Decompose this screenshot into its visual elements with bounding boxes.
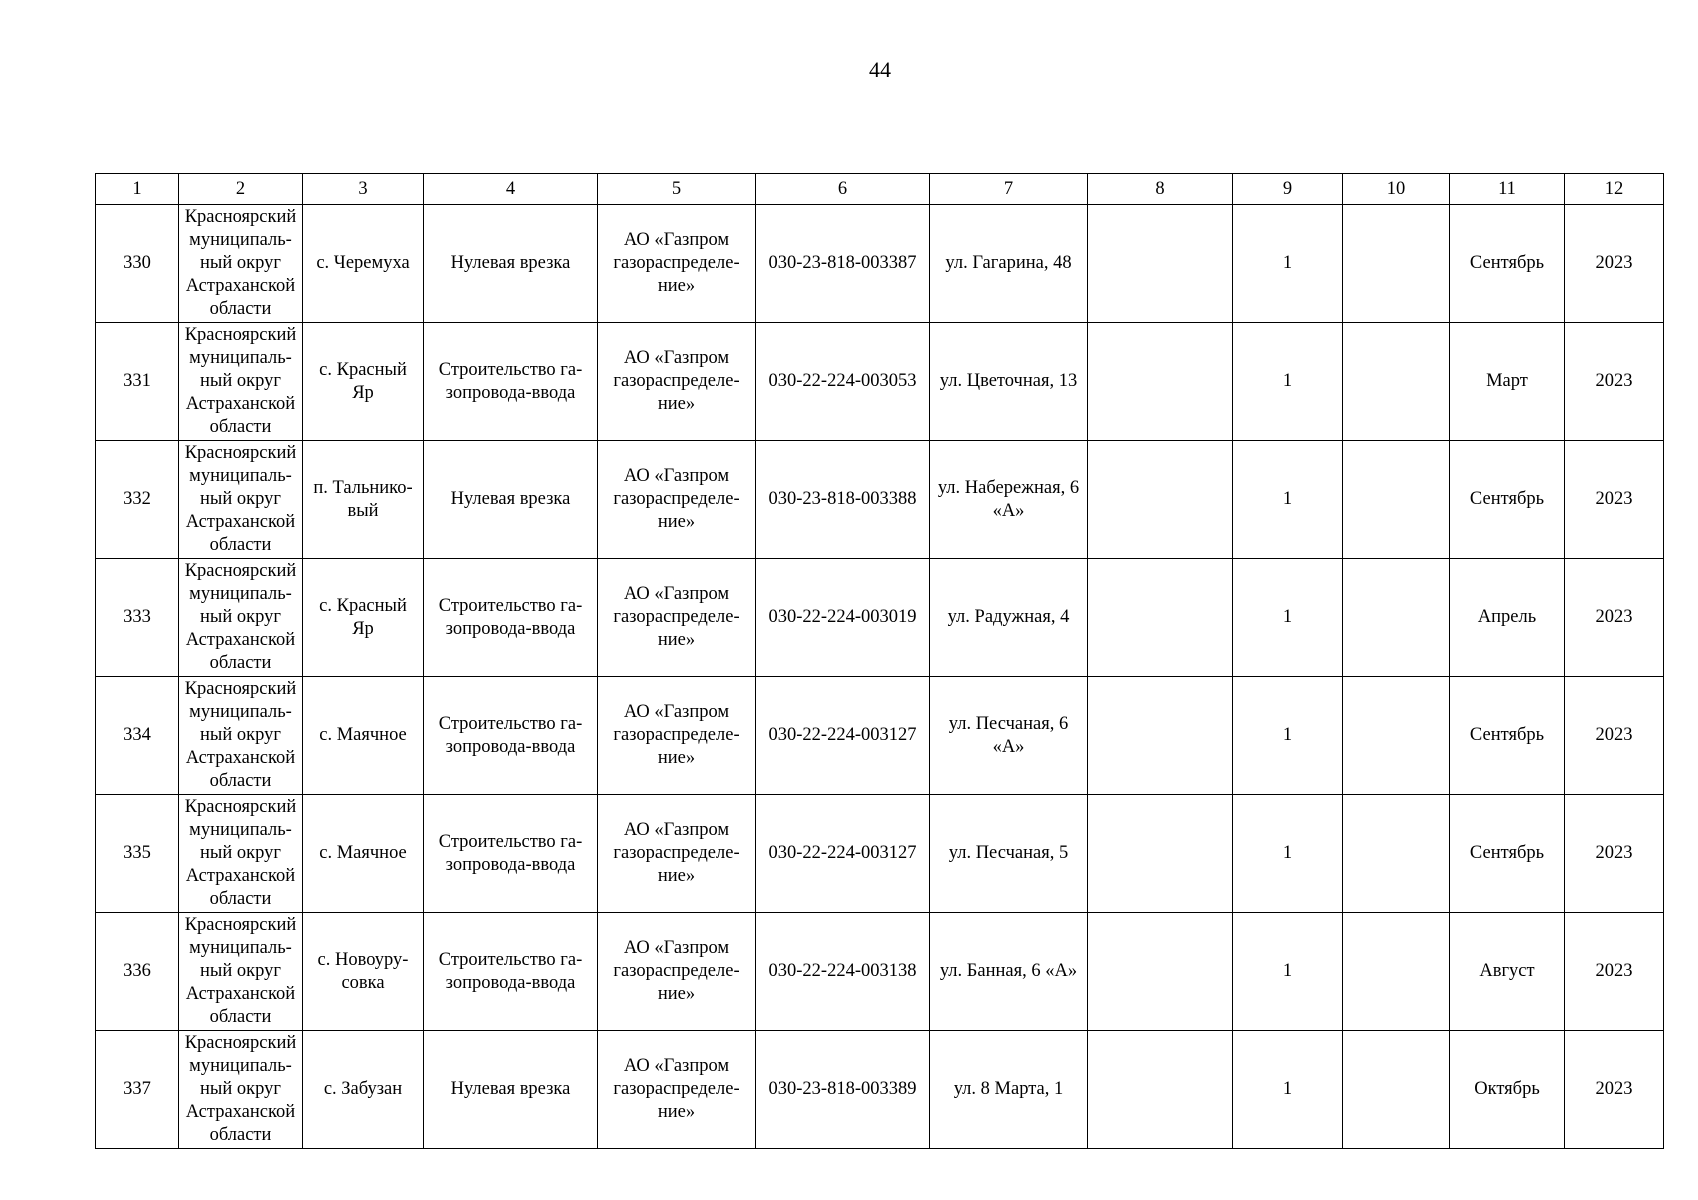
table-row [96, 795, 1664, 913]
column-8-cell [1088, 441, 1233, 559]
organization-cell-line: АО «Газпром [623, 584, 730, 604]
year-cell: 2023 [1565, 441, 1664, 559]
work-type-cell-line: зопровода-ввода [445, 854, 576, 875]
settlement-cell [303, 205, 424, 323]
address-cell-line: ул. Песчаная, 5 [948, 843, 1069, 863]
column-header-8: 8 [1088, 174, 1233, 205]
column-header-11: 11 [1450, 174, 1565, 205]
organization-cell-line: газораспределе- [613, 1079, 740, 1099]
code-cell-line: 030-22-224-003019 [768, 607, 917, 627]
year-cell: 2023 [1565, 913, 1664, 1031]
work-type-cell [424, 323, 598, 441]
code-cell-line: 030-22-224-003127 [768, 843, 917, 863]
organization-cell-line: газораспределе- [613, 607, 740, 627]
row-number-cell: 335 [96, 795, 179, 913]
district-cell-line: области [209, 1125, 272, 1145]
table-row [96, 1031, 1664, 1149]
district-cell-line: муниципаль- [189, 1056, 292, 1076]
data-table [95, 173, 1664, 1149]
work-type-cell [424, 1031, 598, 1149]
district-cell-line: ный округ [200, 961, 281, 981]
code-cell [756, 677, 930, 795]
district-cell-line: Астраханской [185, 630, 296, 650]
work-type-cell-line: зопровода-ввода [445, 382, 576, 403]
column-header-6: 6 [756, 174, 930, 205]
district-cell-line: Красноярский [184, 797, 297, 817]
column-8-cell [1088, 559, 1233, 677]
address-cell [930, 205, 1088, 323]
column-header-2: 2 [179, 174, 303, 205]
column-8-cell [1088, 205, 1233, 323]
work-type-cell-line: Нулевая врезка [450, 489, 571, 509]
settlement-cell-line: Яр [352, 618, 374, 639]
work-type-cell-line: зопровода-ввода [445, 736, 576, 757]
district-cell-line: ный округ [200, 371, 281, 391]
organization-cell-line: ние» [657, 512, 696, 532]
month-cell: Сентябрь [1450, 795, 1565, 913]
organization-cell [598, 323, 756, 441]
district-cell-line: ный округ [200, 725, 281, 745]
column-header-7: 7 [930, 174, 1088, 205]
organization-cell-line: ние» [657, 630, 696, 650]
organization-cell [598, 677, 756, 795]
settlement-cell-line: п. Тальнико- [313, 477, 413, 498]
organization-cell-line: ние» [657, 748, 696, 768]
organization-cell-line: АО «Газпром [623, 348, 730, 368]
work-type-cell [424, 205, 598, 323]
column-10-cell [1343, 441, 1450, 559]
quantity-cell: 1 [1233, 677, 1343, 795]
address-cell [930, 677, 1088, 795]
settlement-cell-line: с. Черемуха [316, 253, 410, 273]
code-cell [756, 205, 930, 323]
district-cell [179, 323, 303, 441]
work-type-cell [424, 913, 598, 1031]
address-cell [930, 323, 1088, 441]
code-cell-line: 030-22-224-003138 [768, 961, 917, 981]
district-cell-line: Красноярский [184, 679, 297, 699]
address-cell [930, 795, 1088, 913]
organization-cell-line: АО «Газпром [623, 466, 730, 486]
organization-cell-line: ние» [657, 1102, 696, 1122]
organization-cell [598, 205, 756, 323]
settlement-cell [303, 441, 424, 559]
page-number: 44 [869, 57, 891, 82]
district-cell [179, 677, 303, 795]
settlement-cell-line: с. Забузан [323, 1079, 403, 1099]
district-cell-line: ный округ [200, 253, 281, 273]
organization-cell-line: газораспределе- [613, 253, 740, 273]
settlement-cell-line: вый [347, 500, 379, 521]
year-cell: 2023 [1565, 677, 1664, 795]
row-number-cell: 332 [96, 441, 179, 559]
column-header-4: 4 [424, 174, 598, 205]
row-number-cell: 333 [96, 559, 179, 677]
work-type-cell-line: Строительство га- [438, 831, 583, 852]
district-cell-line: Астраханской [185, 748, 296, 768]
code-cell-line: 030-22-224-003053 [768, 371, 917, 391]
work-type-cell-line: Строительство га- [438, 713, 583, 734]
district-cell-line: муниципаль- [189, 820, 292, 840]
column-10-cell [1343, 913, 1450, 1031]
district-cell-line: муниципаль- [189, 702, 292, 722]
organization-cell-line: АО «Газпром [623, 702, 730, 722]
quantity-cell: 1 [1233, 205, 1343, 323]
table-row [96, 677, 1664, 795]
organization-cell-line: газораспределе- [613, 371, 740, 391]
quantity-cell: 1 [1233, 441, 1343, 559]
settlement-cell-line: с. Новоуру- [317, 949, 409, 970]
work-type-cell-line: зопровода-ввода [445, 972, 576, 993]
district-cell-line: области [209, 771, 272, 791]
code-cell [756, 1031, 930, 1149]
district-cell [179, 1031, 303, 1149]
address-cell-line: ул. Радужная, 4 [947, 607, 1070, 627]
district-cell-line: ный округ [200, 489, 281, 509]
code-cell [756, 559, 930, 677]
district-cell-line: Красноярский [184, 207, 297, 227]
settlement-cell [303, 913, 424, 1031]
district-cell [179, 795, 303, 913]
code-cell [756, 441, 930, 559]
work-type-cell [424, 441, 598, 559]
settlement-cell-line: Яр [352, 382, 374, 403]
district-cell [179, 559, 303, 677]
quantity-cell: 1 [1233, 795, 1343, 913]
column-10-cell [1343, 559, 1450, 677]
address-cell-line: «А» [992, 736, 1025, 757]
month-cell: Август [1450, 913, 1565, 1031]
address-cell-line: ул. Гагарина, 48 [945, 253, 1072, 273]
address-cell-line: «А» [992, 500, 1025, 521]
code-cell-line: 030-22-224-003127 [768, 725, 917, 745]
organization-cell-line: ние» [657, 866, 696, 886]
year-cell: 2023 [1565, 323, 1664, 441]
year-cell: 2023 [1565, 559, 1664, 677]
settlement-cell [303, 559, 424, 677]
settlement-cell-line: с. Маячное [319, 843, 407, 863]
code-cell-line: 030-23-818-003388 [768, 489, 917, 509]
district-cell [179, 205, 303, 323]
column-10-cell [1343, 795, 1450, 913]
district-cell [179, 913, 303, 1031]
month-cell: Октябрь [1450, 1031, 1565, 1149]
district-cell-line: Красноярский [184, 325, 297, 345]
month-cell: Март [1450, 323, 1565, 441]
settlement-cell [303, 323, 424, 441]
column-8-cell [1088, 323, 1233, 441]
address-cell [930, 1031, 1088, 1149]
settlement-cell-line: с. Маячное [319, 725, 407, 745]
district-cell-line: муниципаль- [189, 348, 292, 368]
table-body [96, 205, 1664, 1149]
column-8-cell [1088, 913, 1233, 1031]
district-cell-line: области [209, 889, 272, 909]
year-cell: 2023 [1565, 1031, 1664, 1149]
district-cell-line: Астраханской [185, 394, 296, 414]
month-cell: Апрель [1450, 559, 1565, 677]
district-cell-line: области [209, 653, 272, 673]
settlement-cell [303, 677, 424, 795]
code-cell [756, 913, 930, 1031]
organization-cell-line: ние» [657, 394, 696, 414]
organization-cell-line: ние» [657, 984, 696, 1004]
work-type-cell-line: Строительство га- [438, 949, 583, 970]
district-cell [179, 441, 303, 559]
organization-cell [598, 795, 756, 913]
organization-cell-line: газораспределе- [613, 961, 740, 981]
organization-cell-line: АО «Газпром [623, 1056, 730, 1076]
organization-cell-line: газораспределе- [613, 489, 740, 509]
column-8-cell [1088, 1031, 1233, 1149]
work-type-cell [424, 795, 598, 913]
organization-cell [598, 441, 756, 559]
address-cell-line: ул. Цветочная, 13 [939, 371, 1078, 391]
column-header-5: 5 [598, 174, 756, 205]
quantity-cell: 1 [1233, 559, 1343, 677]
organization-cell [598, 1031, 756, 1149]
district-cell-line: муниципаль- [189, 938, 292, 958]
district-cell-line: Астраханской [185, 276, 296, 296]
column-header-10: 10 [1343, 174, 1450, 205]
quantity-cell: 1 [1233, 1031, 1343, 1149]
row-number-cell: 334 [96, 677, 179, 795]
column-header-3: 3 [303, 174, 424, 205]
row-number-cell: 336 [96, 913, 179, 1031]
code-cell-line: 030-23-818-003389 [768, 1079, 917, 1099]
district-cell-line: Астраханской [185, 512, 296, 532]
settlement-cell-line: совка [341, 972, 385, 993]
district-cell-line: ный округ [200, 607, 281, 627]
work-type-cell-line: Строительство га- [438, 359, 583, 380]
row-number-cell: 331 [96, 323, 179, 441]
year-cell: 2023 [1565, 795, 1664, 913]
row-number-cell: 337 [96, 1031, 179, 1149]
table-row [96, 913, 1664, 1031]
address-cell [930, 559, 1088, 677]
address-cell [930, 441, 1088, 559]
column-header-12: 12 [1565, 174, 1664, 205]
district-cell-line: Красноярский [184, 1033, 297, 1053]
organization-cell [598, 559, 756, 677]
district-cell-line: области [209, 1007, 272, 1027]
row-number-cell: 330 [96, 205, 179, 323]
organization-cell-line: ние» [657, 276, 696, 296]
column-10-cell [1343, 323, 1450, 441]
district-cell-line: Красноярский [184, 443, 297, 463]
work-type-cell [424, 677, 598, 795]
column-10-cell [1343, 205, 1450, 323]
column-8-cell [1088, 795, 1233, 913]
district-cell-line: ный округ [200, 843, 281, 863]
quantity-cell: 1 [1233, 913, 1343, 1031]
column-8-cell [1088, 677, 1233, 795]
address-cell-line: ул. 8 Марта, 1 [953, 1079, 1064, 1099]
district-cell-line: муниципаль- [189, 230, 292, 250]
district-cell-line: Красноярский [184, 915, 297, 935]
code-cell-line: 030-23-818-003387 [768, 253, 917, 273]
address-cell [930, 913, 1088, 1031]
organization-cell-line: АО «Газпром [623, 230, 730, 250]
district-cell-line: области [209, 299, 272, 319]
organization-cell-line: АО «Газпром [623, 820, 730, 840]
organization-cell [598, 913, 756, 1031]
address-cell-line: ул. Песчаная, 6 [948, 713, 1069, 734]
district-cell-line: муниципаль- [189, 584, 292, 604]
table-row [96, 441, 1664, 559]
month-cell: Сентябрь [1450, 441, 1565, 559]
month-cell: Сентябрь [1450, 205, 1565, 323]
district-cell-line: муниципаль- [189, 466, 292, 486]
address-cell-line: ул. Банная, 6 «А» [939, 961, 1078, 981]
settlement-cell [303, 1031, 424, 1149]
work-type-cell-line: Строительство га- [438, 595, 583, 616]
quantity-cell: 1 [1233, 323, 1343, 441]
column-10-cell [1343, 1031, 1450, 1149]
district-cell-line: Астраханской [185, 984, 296, 1004]
district-cell-line: области [209, 535, 272, 555]
work-type-cell-line: Нулевая врезка [450, 1079, 571, 1099]
year-cell: 2023 [1565, 205, 1664, 323]
organization-cell-line: АО «Газпром [623, 938, 730, 958]
table-row [96, 205, 1664, 323]
column-header-9: 9 [1233, 174, 1343, 205]
district-cell-line: Красноярский [184, 561, 297, 581]
column-header-1: 1 [96, 174, 179, 205]
district-cell-line: Астраханской [185, 1102, 296, 1122]
code-cell [756, 795, 930, 913]
work-type-cell-line: зопровода-ввода [445, 618, 576, 639]
table-header-row [96, 174, 1664, 205]
column-10-cell [1343, 677, 1450, 795]
table-row [96, 323, 1664, 441]
district-cell-line: ный округ [200, 1079, 281, 1099]
district-cell-line: Астраханской [185, 866, 296, 886]
organization-cell-line: газораспределе- [613, 843, 740, 863]
address-cell-line: ул. Набережная, 6 [937, 477, 1080, 498]
settlement-cell-line: с. Красный [319, 595, 407, 616]
organization-cell-line: газораспределе- [613, 725, 740, 745]
month-cell: Сентябрь [1450, 677, 1565, 795]
work-type-cell-line: Нулевая врезка [450, 253, 571, 273]
district-cell-line: области [209, 417, 272, 437]
code-cell [756, 323, 930, 441]
table-row [96, 559, 1664, 677]
settlement-cell-line: с. Красный [319, 359, 407, 380]
work-type-cell [424, 559, 598, 677]
settlement-cell [303, 795, 424, 913]
